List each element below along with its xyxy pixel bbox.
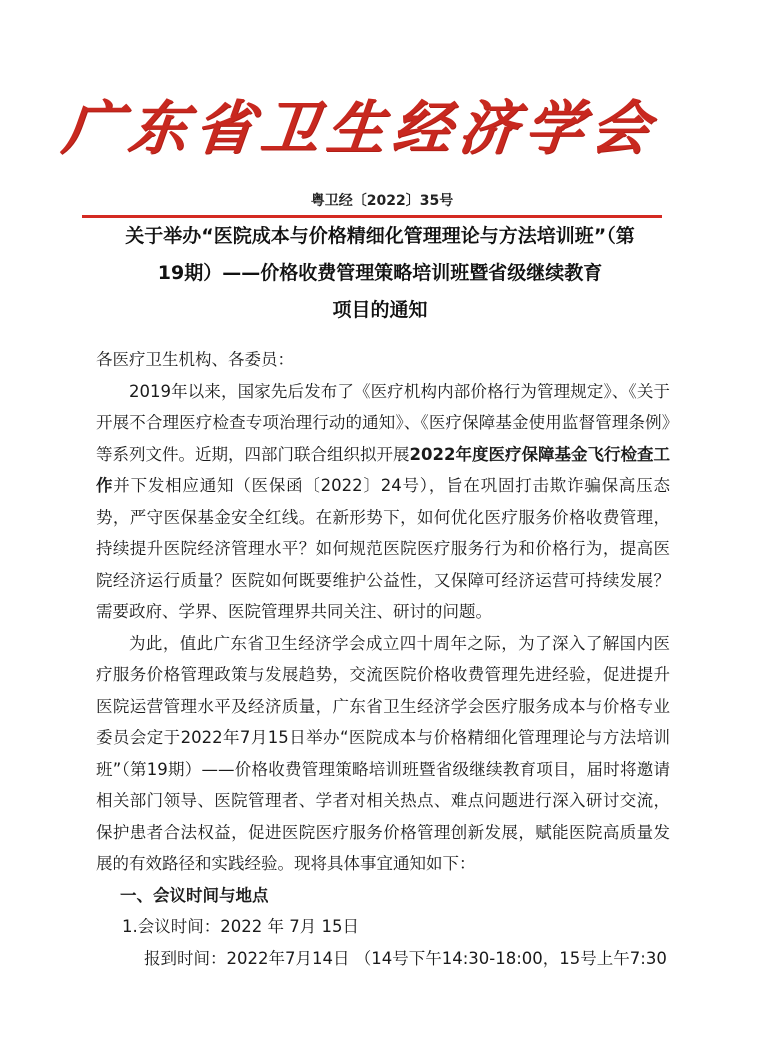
paragraph-1-part-b: 并下发相应通知（医保函〔2022〕24号），旨在巩固打击欺诈骗保高压态势，严守医保基金安全红线。在新形势下，如何优化医疗服务价格收费管理，持续提升医院经济管理水平？如何规范医院医疗服务行为和价格行为，提高医院经济运行质量？医院如何既要维护公益性，又保障可经济运营可持续发展？需要政府、学界、医院管理界共同关注、研讨的问题。: [96, 476, 671, 621]
title-line-3: 项目的通知: [332, 299, 428, 321]
salutation: 各医疗卫生机构、各委员：: [96, 350, 294, 369]
paragraph-1-part-a: 2019年以来，国家先后发布了《医疗机构内部价格行为管理规定》、《关于开展不合理医疗检查专项治理行动的通知》、《医疗保障基金使用监督管理条例》等系列文件。近期，四部门联合组织拟开展: [96, 381, 670, 464]
paragraph-1: [96, 376, 670, 628]
document-number: 粤卫经〔2022〕35号: [310, 193, 454, 209]
item-1: 1.会议时间：2022 年 7月 15日: [122, 917, 359, 936]
notice-title: [70, 218, 690, 329]
org-masthead: 广东省卫生经济学会: [59, 94, 661, 162]
title-line-1: 关于举办“医院成本与价格精细化管理理论与方法培训班”（第: [125, 225, 635, 247]
notice-body: [96, 344, 670, 974]
section-1-heading: 一、会议时间与地点: [120, 885, 269, 905]
paragraph-1-bold: 2022年度医疗保障基金飞行检查工作: [96, 444, 670, 495]
item-1-sub: 报到时间：2022年7月14日 （14号下午14:30-18:00，15号上午7:30: [144, 948, 667, 968]
title-line-2: 19期）——价格收费管理策略培训班暨省级继续教育: [157, 262, 603, 284]
paragraph-2: 为此，值此广东省卫生经济学会成立四十周年之际，为了深入了解国内医疗服务价格管理政策与发展趋势，交流医院价格收费管理先进经验，促进提升医院运营管理水平及经济质量，广东省卫生经济学会医疗服务成本与价格专业委员会定于2022年7月15日举办“医院成本与价格精细化管理理论与方法培训班”（第19期）——价格收费管理策略培训班暨省级继续教育项目，届时将邀请相关部门领导、医院管理者、学者对相关热点、难点问题进行深入研讨交流，保护患者合法权益，促进医院医疗服务价格管理创新发展，赋能医院高质量发展的有效路径和实践经验。现将具体事宜通知如下：: [96, 633, 670, 873]
